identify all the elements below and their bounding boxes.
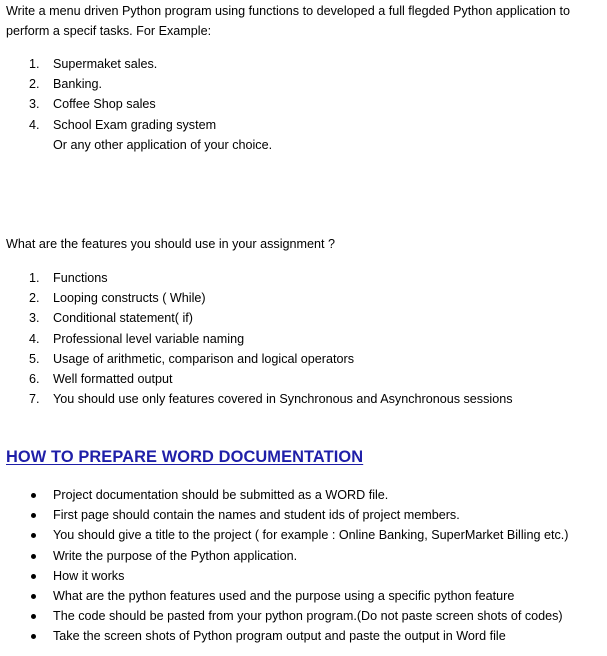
bullet-icon	[31, 525, 37, 545]
bullet-icon	[31, 626, 37, 646]
bullet-icon	[31, 505, 37, 525]
list-number: 2.	[29, 77, 40, 92]
examples-list	[0, 54, 607, 155]
features-question-text: What are the features you should use in your assignment ?	[6, 237, 336, 251]
list-number: 6.	[29, 371, 40, 386]
list-item-text: Well formatted output	[53, 371, 173, 386]
bullet-icon	[31, 586, 37, 606]
list-number: 4.	[29, 117, 40, 132]
list-item	[0, 54, 607, 74]
list-item-text: Looping constructs ( While)	[53, 291, 206, 306]
documentation-bullet-list	[0, 485, 607, 647]
features-question	[6, 234, 602, 254]
list-item	[0, 586, 607, 606]
list-item-text: Coffee Shop sales	[53, 97, 156, 112]
intro-paragraph	[6, 1, 602, 41]
list-number: 3.	[29, 311, 40, 326]
list-item-text: First page should contain the names and student ids of project members.	[53, 508, 460, 523]
list-item-text: How it works	[53, 568, 125, 583]
list-item-text: Write the purpose of the Python application.	[53, 548, 298, 563]
list-number: 2.	[29, 291, 40, 306]
list-item	[0, 308, 607, 328]
list-item	[0, 525, 607, 545]
list-item	[0, 566, 607, 586]
list-item	[0, 329, 607, 349]
list-item	[0, 115, 607, 135]
list-number: 3.	[29, 97, 40, 112]
continuation-text: Or any other application of your choice.	[53, 137, 273, 152]
list-item	[0, 626, 607, 646]
list-number: 1.	[29, 57, 40, 71]
intro-line-2: perform a specif tasks. For Example:	[6, 24, 212, 38]
list-item	[0, 94, 607, 114]
list-item-text: You should use only features covered in Synchronous and Asynchronous sessions	[53, 392, 513, 407]
list-item	[0, 288, 607, 308]
list-item-text: You should give a title to the project ( for example : Online Banking, SuperMarket Billing etc.)	[53, 528, 569, 543]
bullet-icon	[31, 546, 37, 566]
section-heading: HOW TO PREPARE WORD DOCUMENTATION	[6, 448, 364, 466]
list-number: 4.	[29, 331, 40, 346]
list-item-text: School Exam grading system	[53, 117, 217, 132]
list-number: 1.	[29, 271, 40, 285]
list-item-text: Project documentation should be submitted as a WORD file.	[53, 488, 389, 502]
list-item	[0, 606, 607, 626]
list-item	[0, 349, 607, 369]
features-list	[0, 268, 607, 409]
list-number: 5.	[29, 351, 40, 366]
list-item-text: Professional level variable naming	[53, 331, 245, 346]
list-item	[0, 505, 607, 525]
bullet-icon	[31, 485, 37, 505]
list-item	[0, 268, 607, 288]
list-number: 7.	[29, 392, 40, 407]
list-item-text: Supermaket sales.	[53, 57, 158, 71]
list-item-text: Banking.	[53, 77, 103, 92]
bullet-icon	[31, 606, 37, 626]
list-item-text: Usage of arithmetic, comparison and logical operators	[53, 351, 355, 366]
list-item-text: The code should be pasted from your python program.(Do not paste screen shots of codes)	[53, 609, 563, 624]
list-item	[0, 369, 607, 389]
list-item	[0, 546, 607, 566]
list-item-text: Conditional statement( if)	[53, 311, 193, 326]
bullet-icon	[31, 566, 37, 586]
list-item	[0, 485, 607, 505]
list-item	[0, 74, 607, 94]
list-item-text: Functions	[53, 271, 108, 285]
list-item-text: What are the python features used and the purpose using a specific python feature	[53, 588, 515, 603]
intro-line-1: Write a menu driven Python program using functions to developed a full flegded Python application to	[6, 4, 571, 18]
list-item-text: Take the screen shots of Python program output and paste the output in Word file	[53, 629, 506, 644]
list-continuation	[0, 135, 607, 155]
list-item	[0, 389, 607, 409]
